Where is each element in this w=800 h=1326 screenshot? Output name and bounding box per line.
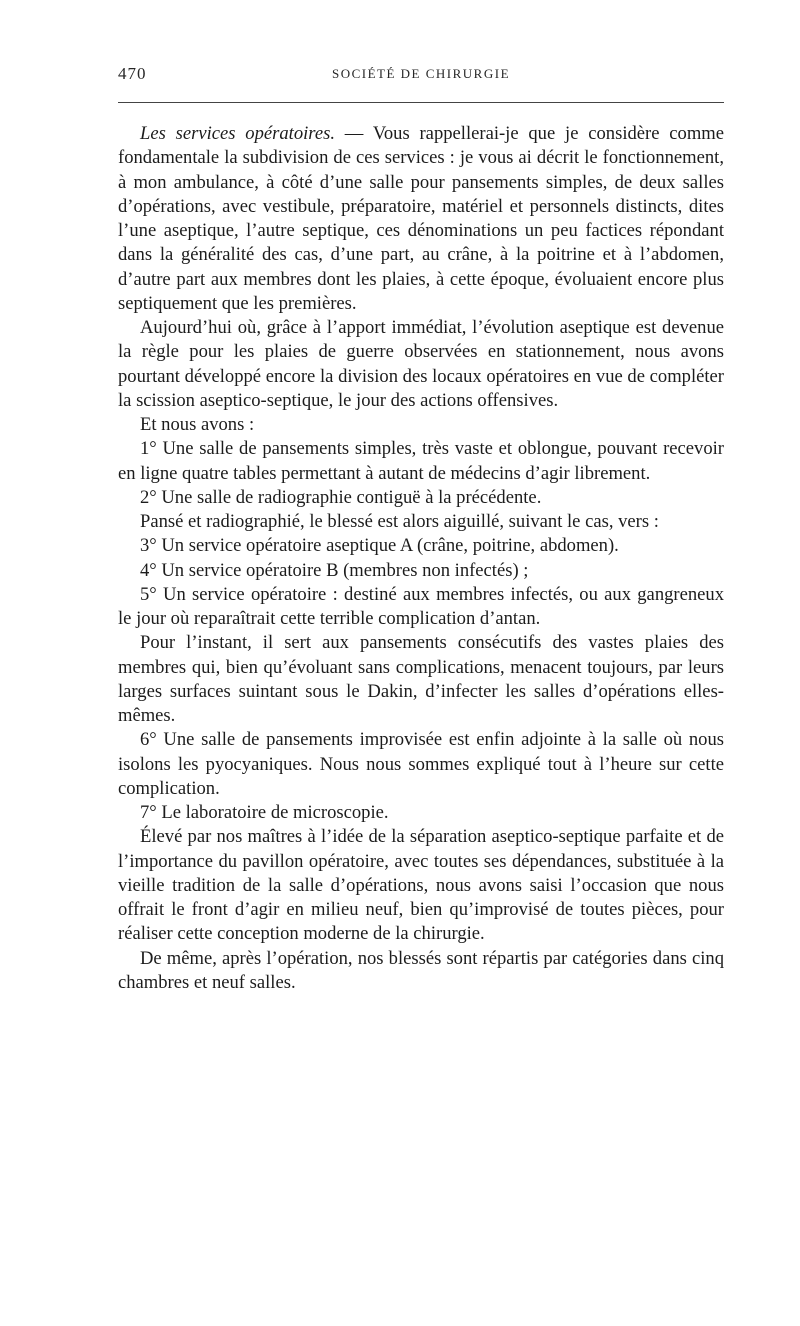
list-item: 1° Une salle de pansements simples, très vaste et oblongue, pouvant recevoir en ligne quatre tables permettant à autant de médecins d’agir librement. bbox=[118, 438, 724, 484]
paragraph: Et nous avons : bbox=[140, 414, 255, 435]
paragraph: Pour l’instant, il sert aux pansements consécutifs des vastes plaies des membres qui, bien qu’évoluant sans complications, menacent toujours, par leurs larges surfaces suintant sous le Dakin, d’infecter les salles d’opérations elles-mêmes. bbox=[118, 632, 724, 726]
list-item: 4° Un service opératoire B (membres non infectés) ; bbox=[140, 559, 529, 581]
paragraph: Pansé et radiographié, le blessé est alors aiguillé, suivant le cas, vers : bbox=[140, 511, 659, 532]
paragraph: Élevé par nos maîtres à l’idée de la séparation aseptico-septique parfaite et de l’importance du pavillon opératoire, avec toutes ses dépendances, substituée à la vieille tradition de la salle d’opérations, nous avons saisi l’occasion que nous offrait le front d’agir en milieu neuf, bien qu’improvisé de toutes pièces, pour réaliser cette conception moderne de la chirurgie. bbox=[118, 826, 724, 945]
paragraph: De même, après l’opération, nos blessés sont répartis par catégories dans cinq chambres et neuf salles. bbox=[118, 947, 724, 993]
section-title: Les services opératoires. bbox=[140, 123, 335, 144]
list-item: 2° Une salle de radiographie contiguë à la précédente. bbox=[140, 486, 542, 508]
body-text bbox=[118, 122, 724, 995]
book-page bbox=[118, 64, 724, 993]
list-item: 6° Une salle de pansements improvisée est enfin adjointe à la salle où nous isolons les pyocyaniques. Nous nous sommes expliqué tout à l’heure sur cette complication. bbox=[118, 729, 724, 799]
list-item: 5° Un service opératoire : destiné aux membres infectés, ou aux gangreneux le jour où reparaîtrait cette terrible complication d’antan. bbox=[118, 583, 724, 629]
list-item: 3° Un service opératoire aseptique A (crâne, poitrine, abdomen). bbox=[140, 535, 619, 557]
list-item: 7° Le laboratoire de microscopie. bbox=[140, 802, 389, 823]
section-opening-paragraph bbox=[118, 122, 724, 316]
page-number: 470 bbox=[118, 64, 147, 83]
header-divider bbox=[118, 102, 724, 103]
page-header bbox=[118, 64, 724, 90]
paragraph: Aujourd’hui où, grâce à l’apport immédiat, l’évolution aseptique est devenue la règle pour les plaies de guerre observées en stationnement, nous avons pourtant développé encore la division des locaux opératoires en vue de compléter la scission aseptico-septique, le jour des actions offensives. bbox=[118, 317, 724, 411]
running-title: SOCIÉTÉ DE CHIRURGIE bbox=[331, 66, 511, 81]
section-lead-text: — Vous rappellerai-je que je considère comme fondamentale la subdivision de ces services : je vous ai décrit le fonctionnement, à mon ambulance, à côté d’une salle pour pansements simples, de deux salles d’opérations, avec vestibule, préparatoire, matériel et personnels distincts, dites l’une aseptique, l’autre septique, ces dénominations un peu factices répondant dans la généralité des cas, d’une part, au crâne, à la poitrine et à l’abdomen, d’autre part aux membres dont les plaies, à cette époque, évoluaient encore plus septiquement que les premières. bbox=[118, 123, 724, 314]
